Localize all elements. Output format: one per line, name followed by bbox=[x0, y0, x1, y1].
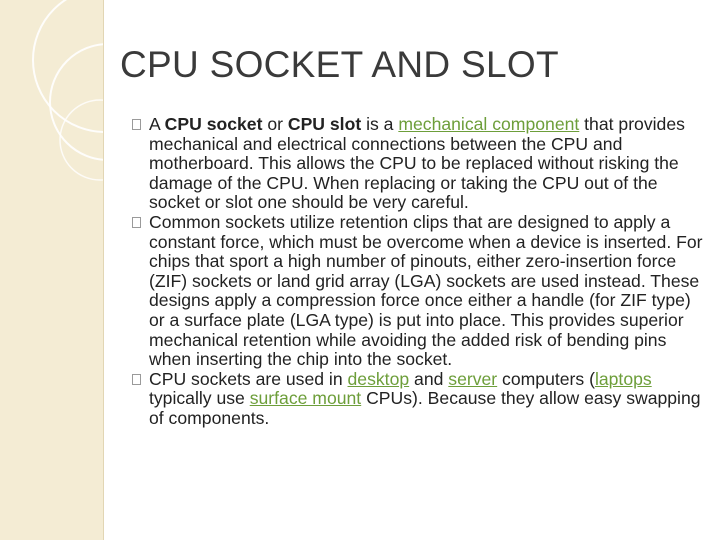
link-laptops[interactable]: laptops bbox=[594, 368, 652, 389]
decorative-side-strip bbox=[0, 0, 104, 540]
bullet-item bbox=[132, 115, 707, 213]
text-run: is a bbox=[361, 114, 399, 134]
bullet-box-icon bbox=[132, 374, 141, 385]
text-run: CPUs). Because they allow easy swapping of components. bbox=[149, 388, 701, 428]
text-run: that provides mechanical and electrical connections between the CPU and motherboard. This allows the CPU to be replaced without risking the damage of the CPU. When replacing or taking the CPU out of the socket or slot one should be very careful. bbox=[149, 114, 685, 213]
link-mechanical-component[interactable]: mechanical component bbox=[398, 114, 580, 134]
bold-term: CPU slot bbox=[287, 114, 362, 134]
bullet-box-icon bbox=[132, 119, 141, 130]
bullet-box-icon bbox=[132, 217, 141, 228]
text-run: CPU sockets are used in bbox=[149, 368, 348, 389]
bullet-text: Common sockets utilize retention clips that are designed to apply a constant force, which must be overcome when a device is inserted. For chips that sport a high number of pinouts, either zero-insertion force (ZIF) sockets or land grid array (LGA) sockets are used instead. These designs apply a compression force once either a handle (for ZIF type) or a surface plate (LGA type) is put into place. This provides superior mechanical retention while avoiding the added risk of bending pins when inserting the chip into the socket. bbox=[149, 211, 703, 370]
link-desktop[interactable]: desktop bbox=[347, 368, 410, 389]
slide-body bbox=[132, 115, 707, 429]
bullet-item bbox=[132, 213, 707, 370]
slide-title: CPU SOCKET AND SLOT bbox=[120, 44, 559, 85]
text-run: or bbox=[262, 114, 288, 134]
bullet-text bbox=[149, 370, 707, 429]
link-surface-mount[interactable]: surface mount bbox=[249, 388, 362, 409]
bullet-text bbox=[149, 115, 707, 213]
text-run: A bbox=[149, 114, 165, 134]
text-run: computers ( bbox=[497, 368, 595, 389]
text-run: typically use bbox=[149, 388, 250, 409]
decorative-circles bbox=[0, 0, 103, 540]
bold-term: CPU socket bbox=[164, 114, 263, 134]
bullet-item bbox=[132, 370, 707, 429]
text-run: and bbox=[409, 368, 449, 389]
link-server[interactable]: server bbox=[448, 368, 498, 389]
